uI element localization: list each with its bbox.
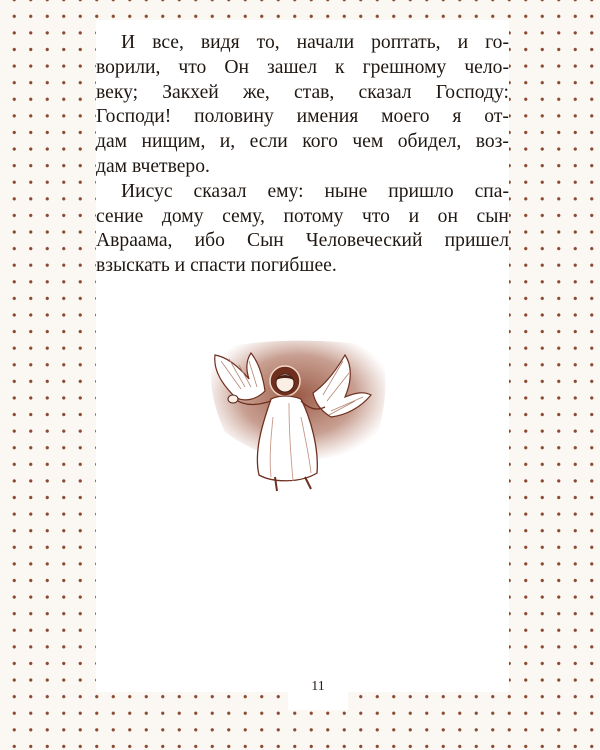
paragraph-2 (96, 180, 509, 279)
text-line: И все, видя то, начали роптать, и го- (121, 32, 509, 53)
body-text (96, 31, 509, 279)
text-line: дам нищим, и, если кого чем обидел, воз- (96, 131, 509, 153)
text-line: Иисус сказал ему: ныне пришло спа- (121, 180, 509, 202)
text-line: ворили, что Он зашел к грешному чело- (96, 56, 509, 78)
text-line: дам вчетверо. (96, 155, 210, 177)
text-line: взыскать и спасти погибшее. (96, 255, 337, 277)
paragraph-1 (96, 31, 509, 180)
text-line: сение дому сему, потому что и он сын (96, 205, 509, 227)
text-line: Господи! половину имения моего я от- (96, 106, 509, 128)
text-line: Авраама, ибо Сын Человеческий пришел (96, 230, 509, 252)
angel-illustration (205, 337, 390, 507)
text-line: веку; Закхей же, став, сказал Господу: (96, 81, 509, 103)
page-number: 11 (288, 664, 348, 710)
